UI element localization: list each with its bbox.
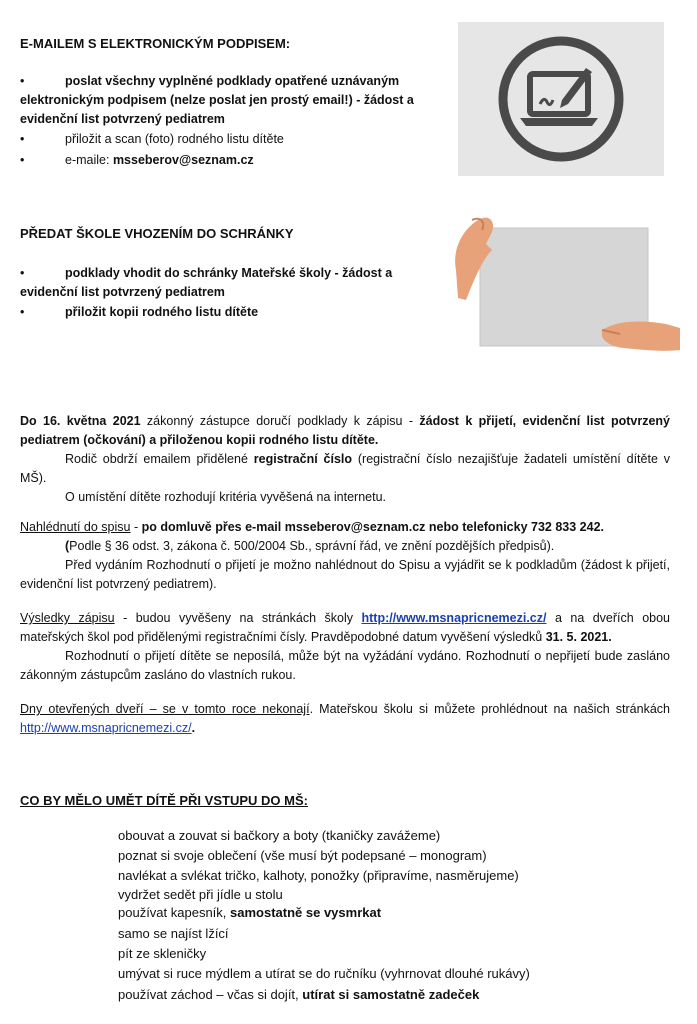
bullet-dot: • bbox=[20, 153, 25, 167]
hands-card-icon bbox=[452, 210, 682, 360]
skill-item: pít ze skleničky bbox=[118, 946, 207, 961]
box-section-heading: PŘEDAT ŠKOLE VHOZENÍM DO SCHRÁNKY bbox=[20, 226, 294, 241]
bullet-text: přiložit a scan (foto) rodného listu dítěte bbox=[65, 132, 284, 146]
p2-underlined: Nahlédnutí do spisu bbox=[20, 520, 131, 534]
school-website-link[interactable]: http://www.msnapricnemezi.cz/ bbox=[361, 611, 547, 625]
deadline-date: Do 16. května 2021 bbox=[20, 414, 141, 428]
email-address[interactable]: msseberov@seznam.cz bbox=[112, 153, 254, 167]
p1-text: zákonný zástupce doručí podklady k zápisu - bbox=[140, 414, 420, 428]
bullet-text: poslat všechny vyplněné podklady opatřené uznávaným elektronickým podpisem (nelze poslat jen prostý email!) - žádost a evidenční list potvrzený pediatrem bbox=[20, 74, 414, 126]
email-label: e-maile: bbox=[65, 153, 113, 167]
p3-underlined: Výsledky zápisu bbox=[20, 611, 115, 625]
p1-line2: Rodič obdrží emailem přidělené registrační číslo (registrační číslo nezajišťuje žadateli umístění dítěte v MŠ). bbox=[20, 452, 670, 485]
results-paragraph: Výsledky zápisu - budou vyvěšeny na stránkách školy http://www.msnapricnemezi.cz/ a na dveřích obou mateřských škol pod přidělenými registračními čísly. Pravděpodobné datum vyvěšení výsledků 31. 5. 2021. Rozhodnutí o přijetí dítěte se neposílá, může být na vyžádání vydáno. Rozhodnutí o nepřijetí bude zasláno zákonným zástupcům zasláno do vlastních rukou. bbox=[20, 609, 670, 685]
email-bullet-2 bbox=[20, 130, 440, 149]
bullet-dot: • bbox=[20, 305, 25, 319]
bullet-dot: • bbox=[20, 74, 25, 88]
bullet-dot: • bbox=[20, 132, 25, 146]
submission-paragraph bbox=[20, 412, 670, 507]
skill-item: vydržet sedět při jídle u stolu bbox=[118, 887, 283, 902]
skill-item: používat kapesník, samostatně se vysmrkat bbox=[118, 905, 382, 920]
skills-heading: CO BY MĚLO UMĚT DÍTĚ PŘI VSTUPU DO MŠ: bbox=[20, 793, 308, 808]
laptop-signature-illustration bbox=[458, 22, 664, 176]
p4-underlined: Dny otevřených dveří – se v tomto roce nekonají bbox=[20, 702, 310, 716]
p2-line2: (Podle § 36 odst. 3, zákona č. 500/2004 Sb., správní řád, ve znění pozdějších předpisů). bbox=[65, 539, 555, 553]
p2-line3: Před vydáním Rozhodnutí o přijetí je možno nahlédnout do Spisu a vyjádřit se k podkladům (žádost k přijetí, evidenční list potvrzený pediatrem). bbox=[20, 558, 670, 591]
email-bullet-3 bbox=[20, 151, 440, 170]
skill-item: obouvat a zouvat si bačkory a boty (tkaničky zavážeme) bbox=[118, 828, 441, 843]
skill-item: poznat si svoje oblečení (vše musí být podepsané – monogram) bbox=[118, 848, 487, 863]
email-section-heading: E-MAILEM S ELEKTRONICKÝM PODPISEM: bbox=[20, 36, 291, 51]
box-bullet-2 bbox=[20, 303, 440, 322]
bullet-dot: • bbox=[20, 266, 25, 280]
skill-item: používat záchod – včas si dojít, utírat si samostatně zadeček bbox=[118, 987, 480, 1002]
bullet-text: přiložit kopii rodného listu dítěte bbox=[65, 305, 259, 319]
p3-line2: Rozhodnutí o přijetí dítěte se neposílá, může být na vyžádání vydáno. Rozhodnutí o nepřijetí bude zasláno zákonným zástupcům zasláno do vlastních rukou. bbox=[20, 649, 670, 682]
school-website-link-2[interactable]: http://www.msnapricnemezi.cz/ bbox=[20, 721, 192, 735]
box-bullet-1 bbox=[20, 264, 440, 302]
email-bullet-1 bbox=[20, 72, 440, 129]
skill-item: samo se najíst lžící bbox=[118, 926, 229, 941]
p2-bold: po domluvě přes e-mail msseberov@seznam.cz nebo telefonicky 732 833 242. bbox=[141, 520, 604, 534]
open-days-paragraph: Dny otevřených dveří – se v tomto roce nekonají. Mateřskou školu si můžete prohlédnout na našich stránkách http://www.msnapricnemezi.cz/. bbox=[20, 702, 670, 735]
results-date: 31. 5. 2021. bbox=[545, 630, 612, 644]
skill-item: umývat si ruce mýdlem a utírat se do ručníku (vyhrnovat dlouhé rukávy) bbox=[118, 966, 530, 981]
p1-line3: O umístění dítěte rozhodují kritéria vyvěšená na internetu. bbox=[65, 490, 387, 504]
laptop-signature-icon bbox=[458, 22, 664, 176]
skill-item: navlékat a svlékat tričko, kalhoty, ponožky (připravíme, nasměrujeme) bbox=[118, 868, 519, 883]
hands-blank-card-illustration bbox=[452, 210, 682, 360]
bullet-text: podklady vhodit do schránky Mateřské školy - žádost a evidenční list potvrzený pediatrem bbox=[20, 266, 393, 299]
file-inspection-paragraph: Nahlédnutí do spisu - po domluvě přes e-mail msseberov@seznam.cz nebo telefonicky 732 833 242. (Podle § 36 odst. 3, zákona č. 500/2004 Sb., správní řád, ve znění pozdějších předpisů). Před vydáním Rozhodnutí o přijetí je možno nahlédnout do Spisu a vyjádřit se k podkladům (žádost k přijetí, evidenční list potvrzený pediatrem). bbox=[20, 518, 670, 594]
p1-bold: žádost k přijetí, evidenční list potvrzený pediatrem (očkování) a přiloženou kopii rodného listu dítěte. bbox=[20, 414, 670, 447]
